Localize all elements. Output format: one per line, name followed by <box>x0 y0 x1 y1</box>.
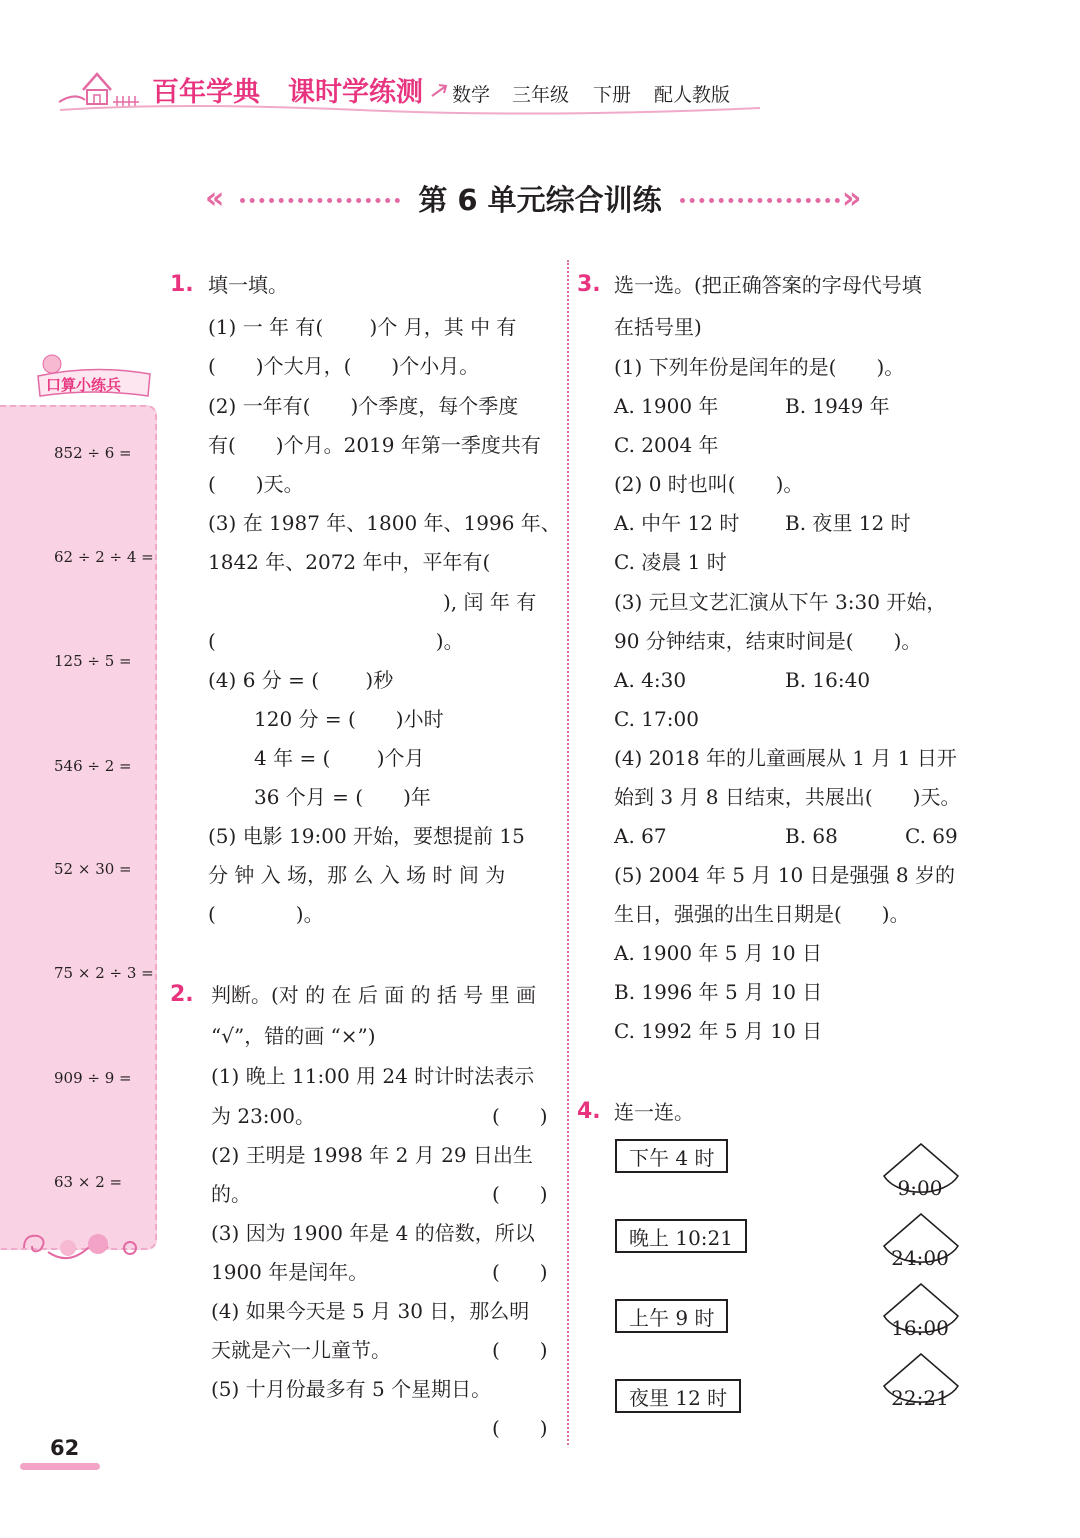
volume-label: 下册 <box>593 84 632 106</box>
answer-bracket: ( ) <box>492 1338 548 1362</box>
option-b: B. 夜里 12 时 <box>785 511 911 535</box>
q1-line: ( )个大月，( )个小月。 <box>208 354 480 378</box>
connect-left-box: 夜里 12 时 <box>615 1379 741 1413</box>
header-underline <box>60 104 770 116</box>
question-title: 选一选。(把正确答案的字母代号填 <box>614 273 922 297</box>
option-a: A. 中午 12 时 <box>614 511 740 535</box>
calc-item: 852 ÷ 6 = <box>54 444 132 462</box>
option-b: B. 1996 年 5 月 10 日 <box>614 980 823 1004</box>
answer-bracket: ( ) <box>492 1104 548 1128</box>
option-c: C. 69 <box>905 824 958 848</box>
answer-bracket: ( ) <box>492 1260 548 1284</box>
sidebar-panel <box>0 405 157 1250</box>
connect-left-box: 上午 9 时 <box>615 1299 728 1333</box>
calc-item: 52 × 30 = <box>54 860 132 878</box>
option-c: C. 2004 年 <box>614 433 719 457</box>
calc-item: 62 ÷ 2 ÷ 4 = <box>54 548 154 566</box>
question-number: 3. <box>577 272 601 297</box>
calc-item: 75 × 2 ÷ 3 = <box>54 964 154 982</box>
connect-left-box: 晚上 10:21 <box>615 1219 747 1253</box>
question-title: “√”，错的画 “×”) <box>211 1024 376 1048</box>
q1-line: 1842 年、2072 年中，平年有( <box>208 550 491 574</box>
q3-line: (4) 2018 年的儿童画展从 1 月 1 日开 <box>614 746 957 770</box>
q1-line: 36 个月 = ( )年 <box>254 785 431 809</box>
option-b: B. 68 <box>785 824 838 848</box>
page-number-bar <box>20 1463 100 1470</box>
arrow-icon <box>430 80 450 100</box>
brand-name: 百年学典 <box>152 77 260 108</box>
q1-line: (3) 在 1987 年、1800 年、1996 年、 <box>208 511 561 535</box>
calc-item: 546 ÷ 2 = <box>54 757 132 775</box>
connect-right-label: 16:00 <box>891 1316 949 1340</box>
option-a: A. 1900 年 5 月 10 日 <box>614 941 823 965</box>
calc-item: 909 ÷ 9 = <box>54 1069 132 1087</box>
connect-right-label: 24:00 <box>891 1246 949 1270</box>
connect-right-label: 9:00 <box>897 1176 943 1200</box>
swirl-decoration-icon <box>18 1226 148 1270</box>
q1-line: ( )。 <box>208 902 324 926</box>
option-c: C. 17:00 <box>614 707 699 731</box>
brand-series: 课时学练测 <box>288 77 423 108</box>
calc-item: 63 × 2 = <box>54 1173 123 1191</box>
q1-line: 分 钟 入 场，那 么 入 场 时 间 为 <box>208 863 506 887</box>
option-b: B. 16:40 <box>785 668 871 692</box>
q3-line: (2) 0 时也叫( )。 <box>614 472 804 496</box>
option-c: C. 凌晨 1 时 <box>614 550 727 574</box>
q1-line: 4 年 = ( )个月 <box>254 746 425 770</box>
q1-line: 有( )个月。2019 年第一季度共有 <box>208 433 541 457</box>
q3-line: (5) 2004 年 5 月 10 日是强强 8 岁的 <box>614 863 955 887</box>
option-a: A. 1900 年 <box>614 394 719 418</box>
q3-line: (1) 下列年份是闰年的是( )。 <box>614 355 905 379</box>
q2-line: (1) 晚上 11:00 用 24 时计时法表示 <box>211 1064 535 1088</box>
question-title: 填一填。 <box>208 273 288 297</box>
question-number: 1. <box>170 272 194 297</box>
q1-line: 120 分 = ( )小时 <box>254 707 444 731</box>
connect-right-label: 22:21 <box>891 1386 949 1410</box>
question-title: 在括号里) <box>614 315 702 339</box>
option-a: A. 67 <box>614 824 667 848</box>
q2-line: (3) 因为 1900 年是 4 的倍数，所以 <box>211 1221 535 1245</box>
title-dots-right <box>680 198 840 203</box>
q1-line: ( )天。 <box>208 472 304 496</box>
question-number: 4. <box>577 1099 601 1124</box>
column-divider <box>567 260 569 1445</box>
q2-line: (5) 十月份最多有 5 个星期日。 <box>211 1377 492 1401</box>
q1-line: (4) 6 分 = ( )秒 <box>208 668 394 692</box>
q2-line: 天就是六一儿童节。 <box>211 1338 391 1362</box>
q2-line: 的。 <box>211 1182 251 1206</box>
grade-label: 三年级 <box>512 84 570 106</box>
page-number: 62 <box>50 1436 80 1460</box>
q2-line: 为 23:00。 <box>211 1104 315 1128</box>
answer-bracket: ( ) <box>492 1182 548 1206</box>
option-c: C. 1992 年 5 月 10 日 <box>614 1019 823 1043</box>
q1-line: (1) 一 年 有( )个 月，其 中 有 <box>208 315 517 339</box>
q1-line: (2) 一年有( )个季度，每个季度 <box>208 394 519 418</box>
q2-line: 1900 年是闰年。 <box>211 1260 369 1284</box>
connect-left-box: 下午 4 时 <box>615 1139 728 1173</box>
q3-line: 始到 3 月 8 日结束，共展出( )天。 <box>614 785 961 809</box>
unit-title: 第 6 单元综合训练 <box>418 183 662 217</box>
q1-line: ), 闰 年 有 <box>443 590 537 614</box>
chevron-left-icon: « <box>205 181 225 216</box>
question-title: 连一连。 <box>614 1100 694 1124</box>
q1-line: ( )。 <box>208 629 464 653</box>
edition-label: 配人教版 <box>654 84 731 106</box>
option-a: A. 4:30 <box>614 668 687 692</box>
q3-line: (3) 元旦文艺汇演从下午 3:30 开始， <box>614 590 947 614</box>
q3-line: 生日，强强的出生日期是( )。 <box>614 902 910 926</box>
subject-label: 数学 <box>452 84 491 106</box>
answer-bracket: ( ) <box>492 1416 548 1440</box>
option-b: B. 1949 年 <box>785 394 890 418</box>
calc-item: 125 ÷ 5 = <box>54 652 132 670</box>
q1-line: (5) 电影 19:00 开始，要想提前 15 <box>208 824 525 848</box>
sidebar-badge-label: 口算小练兵 <box>46 376 122 394</box>
q2-line: (2) 王明是 1998 年 2 月 29 日出生 <box>211 1143 533 1167</box>
question-title: 判断。(对 的 在 后 面 的 括 号 里 画 <box>211 983 537 1007</box>
chevron-right-icon: » <box>842 181 862 216</box>
question-number: 2. <box>170 982 194 1007</box>
q2-line: (4) 如果今天是 5 月 30 日，那么明 <box>211 1299 530 1323</box>
q3-line: 90 分钟结束，结束时间是( )。 <box>614 629 922 653</box>
